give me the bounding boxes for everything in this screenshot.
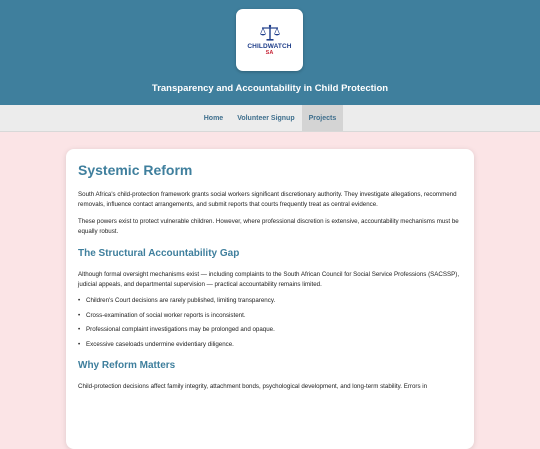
scales-of-justice-icon xyxy=(259,24,281,42)
nav-item-volunteer-signup[interactable]: Volunteer Signup xyxy=(237,114,295,122)
nav-item-projects[interactable]: Projects xyxy=(302,105,344,131)
site-title: Transparency and Accountability in Child Protection xyxy=(151,83,389,94)
page-heading: Systemic Reform xyxy=(78,162,193,178)
section-heading-accountability-gap: The Structural Accountability Gap xyxy=(78,248,240,259)
main-nav xyxy=(0,105,540,132)
list-item: • Excessive caseloads undermine evidentiary diligence. xyxy=(78,341,462,349)
logo-wordmark-suffix: SA xyxy=(265,50,274,56)
accountability-gap-list xyxy=(78,297,462,349)
list-item: • Children's Court decisions are rarely published, limiting transparency. xyxy=(78,297,462,305)
section-paragraph-why-reform: Child-protection decisions affect family integrity, attachment bonds, psychological development, and long-term stability. Errors in xyxy=(78,382,428,390)
logo-wordmark: CHILDWATCH xyxy=(247,43,292,50)
list-item: • Professional complaint investigations may be prolonged and opaque. xyxy=(78,326,462,334)
section-heading-why-reform: Why Reform Matters xyxy=(78,359,176,371)
nav-item-home[interactable]: Home xyxy=(203,114,224,122)
content-card xyxy=(66,149,474,449)
site-logo[interactable] xyxy=(236,9,303,71)
list-item: • Cross-examination of social worker reports is inconsistent. xyxy=(78,312,462,320)
section-paragraph-accountability-gap: Although formal oversight mechanisms exist — including complaints to the South African Council for Social Service Professions (SACSSP), judicial appeals, and departmental supervision — practical accountability remains limited. xyxy=(78,271,460,288)
intro-paragraph-1: South Africa's child-protection framework grants social workers significant discretionary authority. They investigate allegations, recommend removals, influence contact arrangements, and submit reports that courts frequently treat as central evidence. xyxy=(78,191,457,208)
site-header xyxy=(0,0,540,105)
intro-paragraph-2: These powers exist to protect vulnerable children. However, where professional discretion is extensive, accountability mechanisms must be equally robust. xyxy=(78,218,459,235)
